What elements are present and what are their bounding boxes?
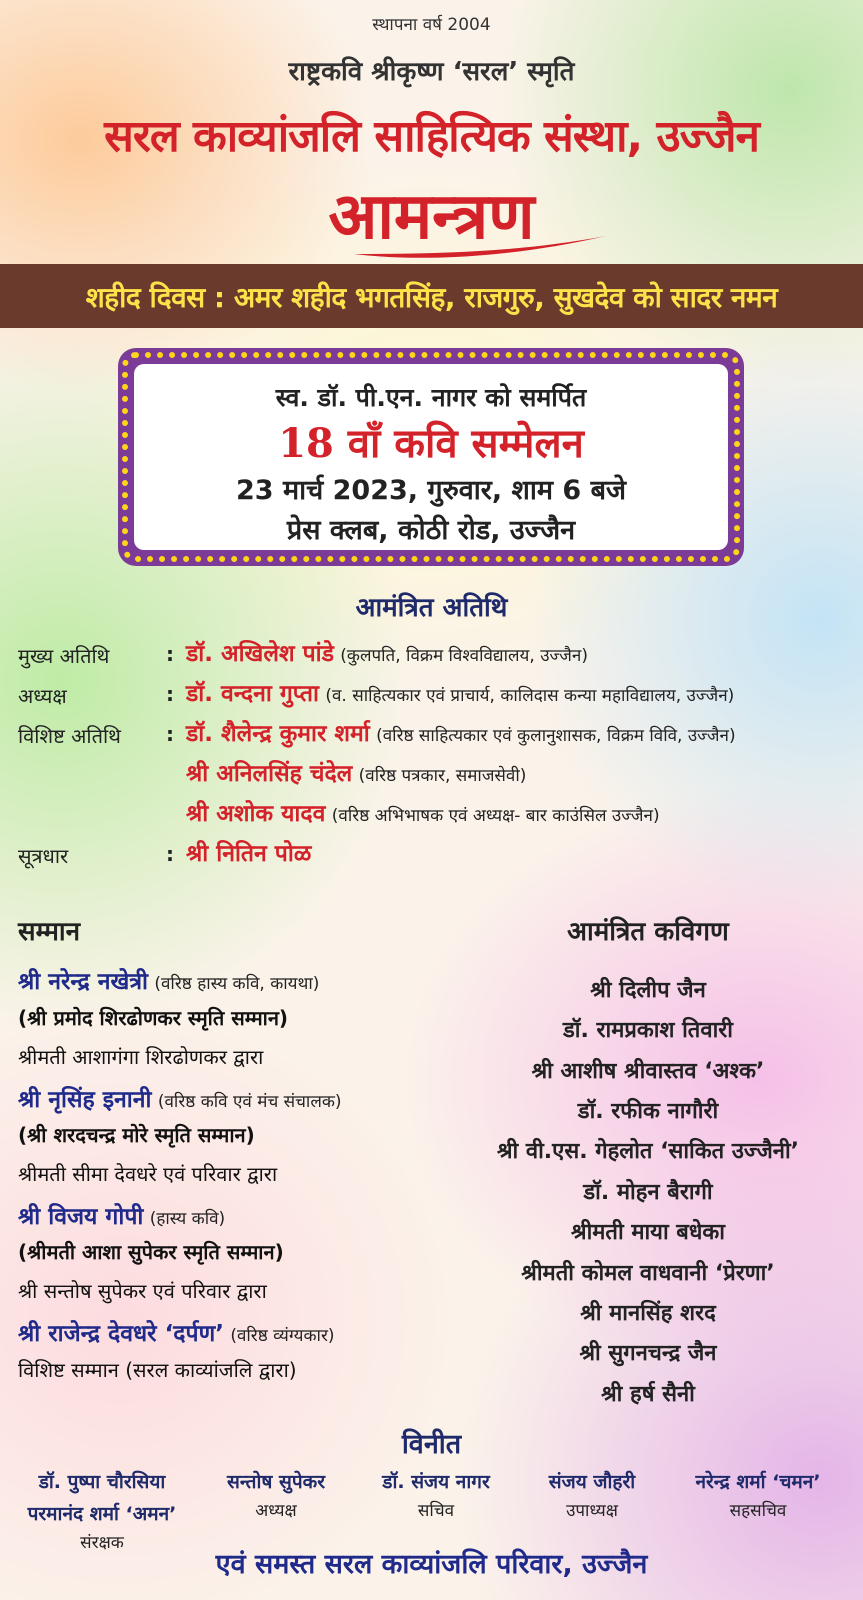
signatory-name: संजय जौहरी [548, 1471, 636, 1493]
swoosh-ornament [350, 232, 610, 260]
separator: : [166, 722, 174, 746]
guest-row [18, 676, 858, 714]
signatory-role: अध्यक्ष [255, 1501, 297, 1521]
signatory-role: संरक्षक [80, 1533, 124, 1553]
poet-name: श्री मानसिंह शरद [580, 1301, 716, 1326]
guest-name: डॉ. वन्दना गुप्ता [186, 681, 319, 707]
signatory-name: डॉ. पुष्पा चौरसिया [38, 1471, 166, 1493]
guest-row [18, 796, 858, 834]
family-footer: एवं समस्त सरल काव्यांजलि परिवार, उज्जैन [215, 1549, 648, 1580]
signatory [186, 1468, 366, 1521]
guest-description: (कुलपति, विक्रम विश्वविद्यालय, उज्जैन) [340, 646, 588, 666]
guest-row [18, 716, 858, 754]
banner-text: शहीद दिवस : अमर शहीद भगतसिंह, राजगुरु, सुखदेव को सादर नमन [85, 281, 778, 314]
organization-name: सरल काव्यांजलि साहित्यिक संस्था, उज्जैन [104, 111, 759, 162]
honoree-description: (वरिष्ठ हास्य कवि, कायथा) [154, 974, 320, 994]
signatory [668, 1468, 848, 1521]
honour-line: श्रीमती आशागंगा शिरढोणकर द्वारा [18, 1045, 264, 1069]
poet-name: श्री हर्ष सैनी [601, 1382, 695, 1407]
separator: : [166, 842, 174, 866]
signatory-role: उपाध्यक्ष [566, 1501, 618, 1521]
guest-row [18, 636, 858, 674]
signatory-role: सचिव [417, 1501, 455, 1521]
event-datetime: 23 मार्च 2023, गुरुवार, शाम 6 बजे [235, 475, 627, 506]
poet-name: डॉ. मोहन बैरागी [583, 1180, 713, 1205]
signatory-role: सहसचिव [729, 1501, 787, 1521]
honour-line: श्रीमती सीमा देवधरे एवं परिवार द्वारा [18, 1162, 278, 1186]
separator: : [166, 682, 174, 706]
poets-heading: आमंत्रित कविगण [567, 917, 729, 947]
poet-name: श्रीमती माया बधेका [571, 1220, 725, 1245]
separator: : [166, 642, 174, 666]
event-frame [118, 348, 744, 566]
poet-name: श्री आशीष श्रीवास्तव ‘अश्क’ [531, 1059, 765, 1084]
event-dedication: स्व. डॉ. पी.एन. नागर को समर्पित [275, 383, 587, 412]
event-venue: प्रेस क्लब, कोठी रोड, उज्जैन [286, 515, 576, 546]
guest-name: श्री नितिन पोळ [186, 841, 312, 867]
guest-description: (वरिष्ठ अभिभाषक एवं अध्यक्ष- बार काउंसिल उज्जैन) [331, 806, 660, 826]
poet-name: डॉ. रामप्रकाश तिवारी [563, 1018, 733, 1043]
guests-heading: आमंत्रित अतिथि [355, 593, 508, 623]
signatory-name: नरेन्द्र शर्मा ‘चमन’ [695, 1471, 821, 1493]
guest-description: (वरिष्ठ साहित्यकार एवं कुलानुशासक, विक्रम विवि, उज्जैन) [376, 726, 736, 746]
honour-line [18, 1199, 225, 1231]
honour-line: (श्रीमती आशा सुपेकर स्मृति सम्मान) [18, 1240, 284, 1264]
honoree-name: श्री नरेन्द्र नखेत्री [18, 969, 148, 995]
guest-name: डॉ. अखिलेश पांडे [186, 641, 334, 667]
honoree-description: (हास्य कवि) [149, 1209, 226, 1229]
guest-description: (व. साहित्यकार एवं प्राचार्य, कालिदास कन्या महाविद्यालय, उज्जैन) [325, 686, 735, 706]
signatory-name: डॉ. संजय नागर [382, 1471, 490, 1493]
vinit-heading: विनीत [401, 1429, 462, 1460]
invitation-title: आमन्त्रण [328, 179, 535, 254]
honoree-name: श्री नृसिंह इनानी [18, 1087, 152, 1113]
honoree-description: (वरिष्ठ कवि एवं मंच संचालक) [157, 1092, 342, 1112]
event-details [134, 364, 728, 550]
guest-role: मुख्य अतिथि [18, 644, 110, 668]
signatory-name: सन्तोष सुपेकर [226, 1471, 326, 1493]
honours-heading: सम्मान [18, 917, 81, 947]
guest-role: विशिष्ट अतिथि [18, 724, 121, 748]
martyrs-day-banner [0, 264, 863, 328]
signatory [346, 1468, 526, 1521]
poet-name: श्री दिलीप जैन [590, 978, 706, 1003]
guest-name: श्री अनिलसिंह चंदेल [186, 761, 353, 787]
memorial-line: राष्ट्रकवि श्रीकृष्ण ‘सरल’ स्मृति [288, 57, 575, 87]
poet-name: श्री सुगनचन्द्र जैन [579, 1341, 717, 1366]
established-year: स्थापना वर्ष 2004 [372, 15, 491, 35]
guest-role: अध्यक्ष [18, 684, 67, 708]
guest-row [18, 756, 858, 794]
poet-name: डॉ. रफीक नागौरी [577, 1099, 719, 1124]
honour-line [18, 1082, 342, 1114]
guest-role: सूत्रधार [18, 844, 69, 868]
honour-line: श्री सन्तोष सुपेकर एवं परिवार द्वारा [18, 1279, 267, 1303]
signatory-name: परमानंद शर्मा ‘अमन’ [27, 1503, 177, 1525]
event-title: 18 वाँ कवि सम्मेलन [278, 420, 584, 467]
guest-description: (वरिष्ठ पत्रकार, समाजसेवी) [358, 766, 527, 786]
honour-line: (श्री प्रमोद शिरढोणकर स्मृति सम्मान) [18, 1006, 289, 1030]
honour-line [18, 964, 319, 996]
poet-name: श्री वी.एस. गेहलोत ‘साकित उज्जैनी’ [496, 1139, 800, 1164]
honour-line: (श्री शरदचन्द्र मोरे स्मृति सम्मान) [18, 1123, 255, 1147]
honoree-name: श्री राजेन्द्र देवधरे ‘दर्पण’ [18, 1321, 224, 1347]
guest-name: डॉ. शैलेन्द्र कुमार शर्मा [186, 721, 370, 747]
honour-line: विशिष्ट सम्मान (सरल काव्यांजलि द्वारा) [18, 1358, 297, 1382]
guest-name: श्री अशोक यादव [186, 801, 326, 827]
signatory [502, 1468, 682, 1521]
honoree-name: श्री विजय गोपी [18, 1204, 144, 1230]
honour-line [18, 1316, 335, 1348]
honoree-description: (वरिष्ठ व्यंग्यकार) [230, 1326, 335, 1346]
guest-row [18, 836, 858, 874]
poet-name: श्रीमती कोमल वाधवानी ‘प्रेरणा’ [521, 1261, 775, 1286]
signatory [12, 1468, 192, 1553]
